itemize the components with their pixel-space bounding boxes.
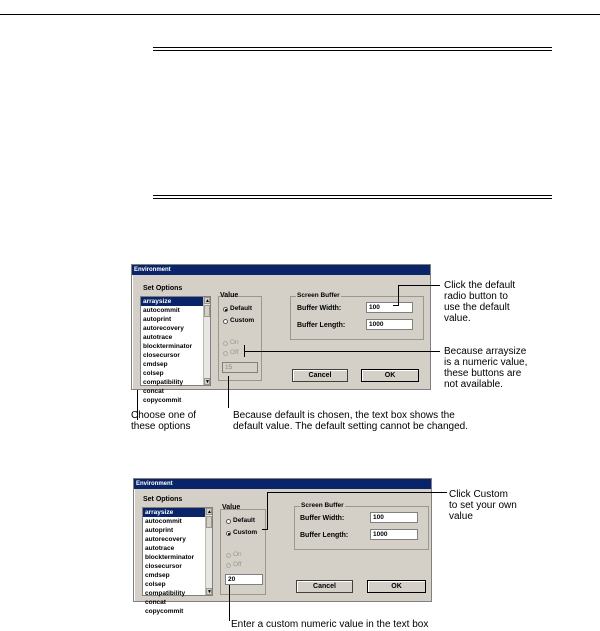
off-radio — [226, 563, 231, 568]
custom-radio[interactable] — [226, 531, 231, 536]
value-group-label: Value — [220, 292, 239, 299]
dialog-title: Environment — [132, 265, 430, 275]
set-options-label: Set Options — [143, 285, 183, 292]
list-item[interactable]: autoprint — [143, 316, 172, 323]
on-radio-label: On — [230, 339, 239, 346]
screen-buffer-label: Screen Buffer — [301, 502, 344, 509]
list-item[interactable]: autoprint — [145, 527, 174, 534]
list-item[interactable]: arraysize — [143, 508, 212, 517]
callout-enter-custom: Enter a custom numeric value in the text box — [231, 619, 429, 630]
callout-line — [267, 492, 268, 529]
off-radio-label: Off — [230, 349, 239, 356]
list-item[interactable]: autotrace — [143, 334, 173, 341]
off-radio-label: Off — [233, 561, 242, 568]
ok-button[interactable]: OK — [361, 369, 419, 382]
options-list[interactable] — [142, 507, 213, 615]
callout-choose-options: Choose one of these options — [131, 410, 197, 432]
custom-radio-label[interactable]: Custom — [230, 317, 255, 324]
options-list[interactable] — [140, 296, 211, 404]
list-item[interactable]: concat — [143, 388, 164, 395]
list-item[interactable]: closecursor — [143, 352, 180, 359]
list-item[interactable]: compatibility — [143, 379, 184, 386]
environment-dialog-default — [131, 264, 431, 404]
list-item[interactable]: copycommit — [143, 397, 182, 404]
on-radio — [223, 341, 228, 346]
list-item[interactable]: arraysize — [141, 297, 210, 306]
list-item[interactable]: autocommit — [145, 518, 182, 525]
list-item[interactable]: copycommit — [145, 608, 184, 615]
scroll-down-icon[interactable]: ▼ — [207, 589, 212, 595]
buffer-width-input[interactable]: 100 — [370, 512, 418, 523]
value-textbox: 15 — [222, 362, 258, 373]
environment-dialog-custom — [133, 478, 432, 615]
scroll-thumb[interactable] — [206, 516, 212, 528]
callout-click-default: Click the default radio button to use the default value. — [444, 280, 516, 324]
list-item[interactable]: colsep — [143, 370, 164, 377]
custom-radio[interactable] — [223, 319, 228, 324]
callout-line — [398, 285, 440, 286]
header-rule — [0, 14, 600, 15]
cancel-button[interactable]: Cancel — [292, 369, 348, 382]
callout-arraysize-numeric: Because arraysize is a numeric value, these buttons are not available. — [444, 346, 528, 390]
note-top-rule-1 — [153, 47, 552, 48]
off-radio — [223, 351, 228, 356]
list-item[interactable]: concat — [145, 599, 166, 606]
screen-buffer-label: Screen Buffer — [297, 292, 340, 299]
ok-button[interactable]: OK — [367, 580, 426, 593]
buffer-length-input[interactable]: 1000 — [370, 529, 418, 540]
buffer-width-input[interactable]: 100 — [366, 302, 413, 313]
set-options-label: Set Options — [143, 496, 183, 503]
callout-line — [244, 351, 440, 352]
scroll-down-icon[interactable]: ▼ — [205, 379, 210, 385]
note-bottom-rule-1 — [153, 195, 552, 196]
callout-line — [393, 305, 399, 306]
buffer-width-label: Buffer Width: — [300, 515, 345, 522]
note-top-rule-2 — [153, 50, 552, 51]
cancel-button[interactable]: Cancel — [296, 580, 353, 593]
buffer-length-label: Buffer Length: — [297, 322, 346, 329]
default-radio-label[interactable]: Default — [230, 305, 253, 312]
on-radio — [226, 553, 231, 558]
dialog-title: Environment — [134, 479, 431, 489]
list-scrollbar[interactable] — [203, 297, 210, 385]
list-item[interactable]: autocommit — [143, 307, 180, 314]
list-item[interactable]: autorecovery — [143, 325, 184, 332]
scroll-up-icon[interactable]: ▲ — [205, 298, 210, 304]
callout-line — [229, 585, 230, 621]
list-item[interactable]: colsep — [145, 581, 166, 588]
buffer-width-label: Buffer Width: — [297, 305, 342, 312]
callout-line — [398, 285, 399, 305]
callout-line — [228, 376, 229, 408]
callout-line — [267, 492, 447, 493]
scroll-up-icon[interactable]: ▲ — [207, 509, 212, 515]
list-item[interactable]: blockterminator — [145, 554, 195, 561]
on-radio-label: On — [233, 551, 242, 558]
list-item[interactable]: closecursor — [145, 563, 182, 570]
callout-click-custom: Click Custom to set your own value — [449, 489, 517, 522]
callout-line — [262, 529, 268, 530]
note-bottom-rule-2 — [153, 198, 552, 199]
value-textbox[interactable]: 20 — [225, 574, 263, 585]
value-group-label: Value — [222, 504, 241, 511]
callout-default-chosen: Because default is chosen, the text box shows the default value. The default setting cannot be changed. — [233, 410, 468, 432]
list-item[interactable]: compatibility — [145, 590, 186, 597]
list-item[interactable]: cmdsep — [145, 572, 170, 579]
list-item[interactable]: autorecovery — [145, 536, 186, 543]
list-item[interactable]: blockterminator — [143, 343, 193, 350]
scroll-thumb[interactable] — [204, 305, 210, 317]
default-radio[interactable] — [226, 519, 231, 524]
default-radio-label[interactable]: Default — [233, 517, 256, 524]
list-item[interactable]: cmdsep — [143, 361, 168, 368]
list-item[interactable]: autotrace — [145, 545, 175, 552]
custom-radio-label[interactable]: Custom — [233, 529, 258, 536]
buffer-length-input[interactable]: 1000 — [366, 319, 413, 330]
list-scrollbar[interactable] — [205, 508, 212, 595]
buffer-length-label: Buffer Length: — [300, 532, 349, 539]
default-radio[interactable] — [223, 307, 228, 312]
